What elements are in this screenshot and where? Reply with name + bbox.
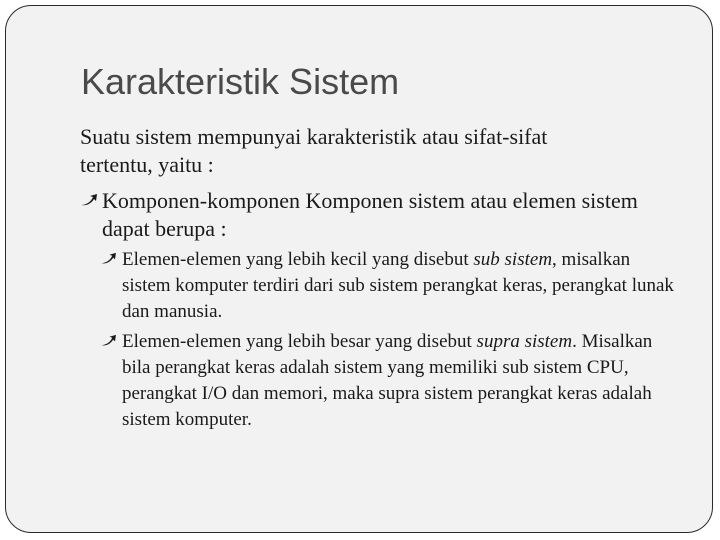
sub-bullet-emphasis: supra sistem bbox=[476, 331, 573, 352]
sub-bullet-item bbox=[100, 329, 680, 433]
slide-title: Karakteristik Sistem bbox=[81, 61, 400, 102]
sub-bullet-text bbox=[122, 329, 680, 433]
sub-bullet-text-before: Elemen-elemen yang lebih besar yang disebut bbox=[122, 331, 477, 352]
sub-bullet-text-after: , misalkan sistem komputer terdiri dari sub sistem perangkat keras, perangkat lunak dan manusia. bbox=[122, 249, 674, 322]
sub-bullet-text bbox=[122, 247, 680, 325]
sub-bullet-text-before: Elemen-elemen yang lebih kecil yang disebut bbox=[122, 249, 474, 270]
intro-text: Suatu sistem mempunyai karakteristik atau sifat-sifat tertentu, yaitu : bbox=[80, 124, 548, 177]
bullet-text: Komponen-komponen Komponen sistem atau elemen sistem dapat berupa : bbox=[102, 188, 638, 241]
arrow-bullet-icon bbox=[100, 252, 117, 265]
bullet-item bbox=[80, 187, 680, 243]
arrow-bullet-icon bbox=[80, 193, 98, 207]
sub-bullet-text-after: . Misalkan bila perangkat keras adalah sistem yang memiliki sub sistem CPU, perangkat I/O dan memori, maka supra sistem perangkat keras adalah sistem komputer. bbox=[122, 331, 653, 430]
slide-body bbox=[80, 123, 680, 433]
arrow-bullet-icon bbox=[100, 334, 117, 347]
sub-bullet-emphasis: sub sistem bbox=[473, 249, 553, 270]
slide bbox=[5, 5, 713, 533]
sub-bullet-item bbox=[100, 247, 680, 325]
